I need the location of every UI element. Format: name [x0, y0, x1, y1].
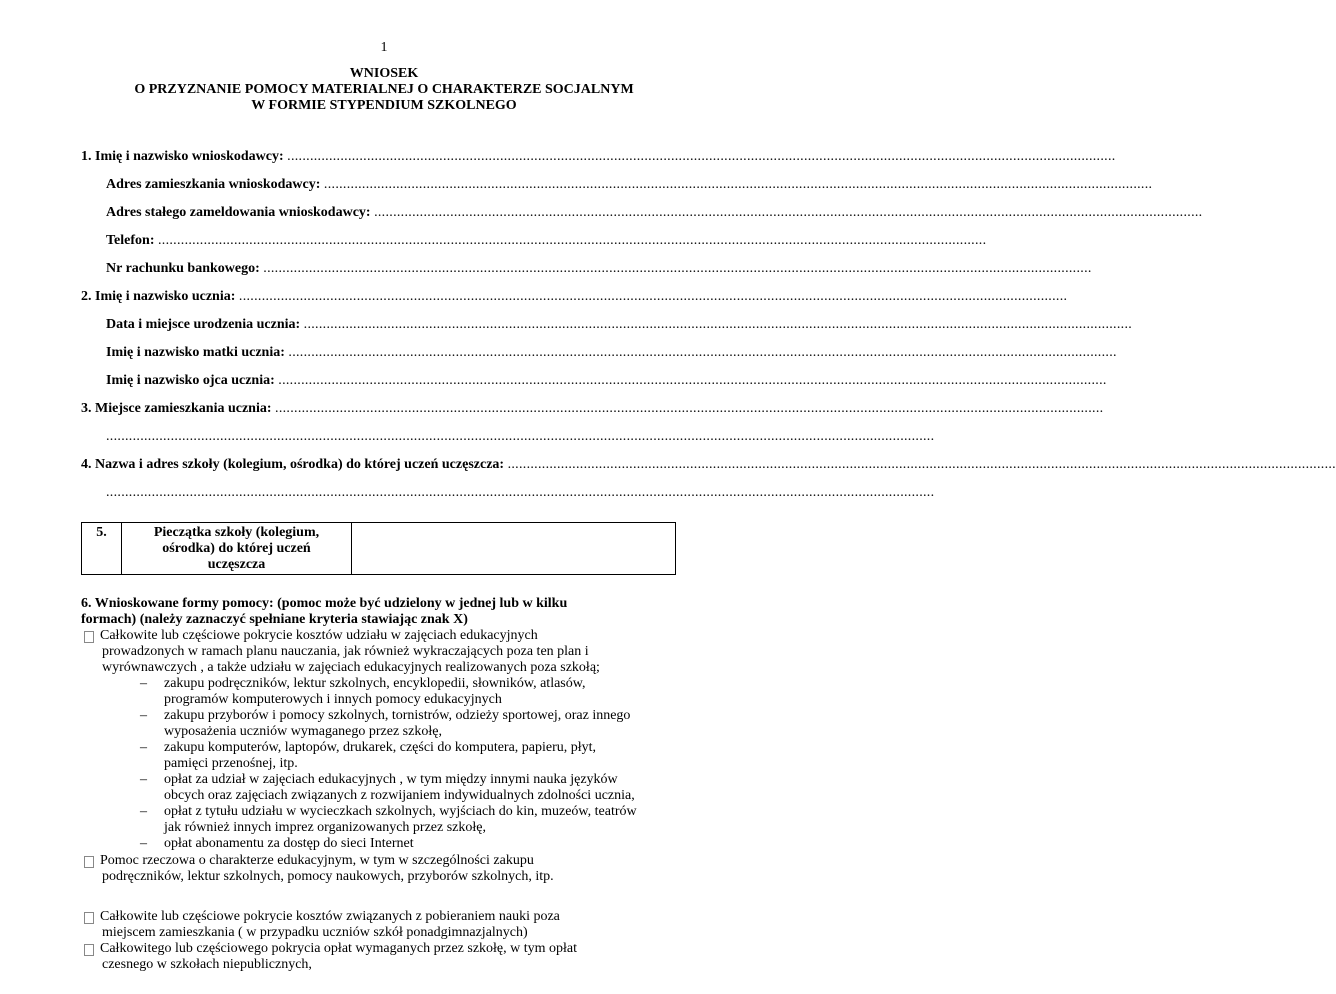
- field-bank-account[interactable]: Nr rachunku bankowego: ..........................................................................................................................................................................................................................: [106, 261, 1092, 276]
- field-father-name[interactable]: Imię i nazwisko ojca ucznia: ..........................................................................................................................................................................................................................: [106, 373, 1107, 388]
- stamp-label: Pieczątka szkoły (kolegium, ośrodka) do której uczeń uczęszcza: [122, 523, 352, 575]
- stamp-number: 5.: [82, 523, 122, 575]
- field-mother-name[interactable]: Imię i nazwisko matki ucznia: ..........................................................................................................................................................................................................................: [106, 345, 1117, 360]
- field-applicant-registered-address[interactable]: Adres stałego zameldowania wnioskodawcy: ..........................................................................................................................................................................................................................: [106, 205, 1203, 220]
- option-1-text: Całkowite lub częściowe pokrycie kosztów udziału w zajęciach edukacyjnych prowadzonych w ramach planu nauczania, jak również wykraczających poza ten plan i wyrównawczych , a także udziału w zajęciach edukacyjnych realizowanych poza szkołą;: [100, 628, 600, 675]
- page-number: 1: [380, 40, 388, 55]
- school-stamp-table: [81, 522, 676, 575]
- field-phone[interactable]: Telefon: ..........................................................................................................................................................................................................................: [106, 233, 987, 248]
- field-student-residence[interactable]: 3. Miejsce zamieszkania ucznia: ..........................................................................................................................................................................................................................: [81, 401, 1104, 416]
- field-school-name-address[interactable]: 4. Nazwa i adres szkoły (kolegium, ośrodka) do której uczeń uczęszcza: ..........................................................................................................................................................................................................................: [81, 457, 1336, 472]
- checkbox-option-2[interactable]: [84, 856, 94, 868]
- option-3-text: Całkowite lub częściowe pokrycie kosztów związanych z pobieraniem nauki poza miejscem zamieszkania ( w przypadku uczniów szkół ponadgimnazjalnych): [100, 909, 560, 940]
- field-student-name[interactable]: 2. Imię i nazwisko ucznia: ..........................................................................................................................................................................................................................: [81, 289, 1068, 304]
- checkbox-option-3[interactable]: [84, 912, 94, 924]
- document-title: [0, 66, 768, 114]
- title-line-1: WNIOSEK: [349, 66, 419, 81]
- option-2-text: Pomoc rzeczowa o charakterze edukacyjnym, w tym w szczególności zakupu podręczników, lektur szkolnych, pomocy naukowych, przyborów szkolnych, itp.: [100, 853, 554, 884]
- field-school-continued-1[interactable]: ..........................................................................................................................................................................................................................: [106, 485, 935, 500]
- stamp-area[interactable]: [352, 523, 676, 575]
- title-line-3: W FORMIE STYPENDIUM SZKOLNEGO: [251, 98, 517, 113]
- checkbox-option-4[interactable]: [84, 944, 94, 956]
- section-6-heading: 6. Wnioskowane formy pomocy: (pomoc może być udzielony w jednej lub w kilku formach) (należy zaznaczyć spełniane kryteria stawiając znak X): [81, 596, 568, 627]
- field-student-residence-continued[interactable]: ..........................................................................................................................................................................................................................: [106, 429, 935, 444]
- option-4-text: Całkowitego lub częściowego pokrycia opłat wymaganych przez szkołę, w tym opłat czesnego w szkołach niepublicznych,: [100, 941, 578, 972]
- checkbox-option-1[interactable]: [84, 631, 94, 643]
- field-applicant-name[interactable]: 1. Imię i nazwisko wnioskodawcy: ..........................................................................................................................................................................................................................: [81, 149, 1116, 164]
- field-applicant-address[interactable]: Adres zamieszkania wnioskodawcy: ..........................................................................................................................................................................................................................: [106, 177, 1153, 192]
- field-student-birth[interactable]: Data i miejsce urodzenia ucznia: ..........................................................................................................................................................................................................................: [106, 317, 1133, 332]
- title-line-2: O PRZYZNANIE POMOCY MATERIALNEJ O CHARAKTERZE SOCJALNYM: [134, 82, 634, 97]
